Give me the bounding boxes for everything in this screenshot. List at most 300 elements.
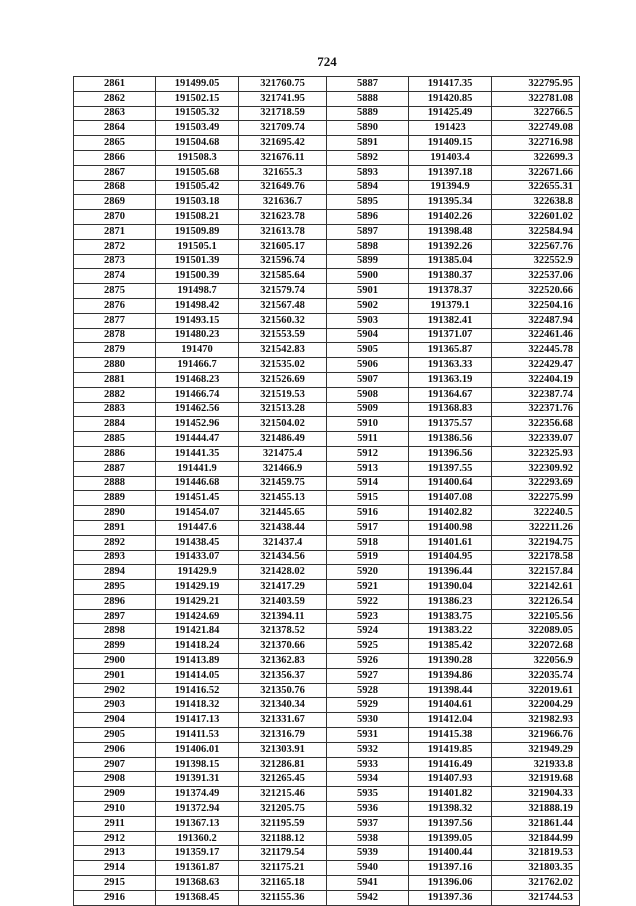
y-coordinate-right-cell: 322072.68: [492, 639, 580, 654]
y-coordinate-right-cell: 322293.69: [492, 476, 580, 491]
x-coordinate-left-cell: 191429.21: [156, 594, 239, 609]
y-coordinate-right-cell: 321888.19: [492, 802, 580, 817]
point-number-right-cell: 5896: [327, 210, 409, 225]
point-number-left-cell: 2885: [74, 432, 156, 447]
y-coordinate-left-cell: 321486.49: [239, 432, 327, 447]
y-coordinate-left-cell: 321331.67: [239, 713, 327, 728]
point-number-left-cell: 2863: [74, 106, 156, 121]
point-number-right-cell: 5912: [327, 446, 409, 461]
y-coordinate-left-cell: 321340.34: [239, 698, 327, 713]
x-coordinate-left-cell: 191433.07: [156, 550, 239, 565]
x-coordinate-right-cell: 191400.98: [409, 520, 492, 535]
point-number-right-cell: 5907: [327, 372, 409, 387]
point-number-right-cell: 5928: [327, 683, 409, 698]
point-number-right-cell: 5903: [327, 313, 409, 328]
x-coordinate-right-cell: 191399.05: [409, 831, 492, 846]
y-coordinate-right-cell: 322716.98: [492, 136, 580, 151]
point-number-left-cell: 2870: [74, 210, 156, 225]
point-number-right-cell: 5940: [327, 861, 409, 876]
y-coordinate-right-cell: 322178.58: [492, 550, 580, 565]
point-number-left-cell: 2861: [74, 77, 156, 92]
table-row: [74, 254, 580, 269]
table-row: [74, 432, 580, 447]
x-coordinate-right-cell: 191386.56: [409, 432, 492, 447]
y-coordinate-right-cell: 321744.53: [492, 890, 580, 905]
x-coordinate-left-cell: 191417.13: [156, 713, 239, 728]
x-coordinate-left-cell: 191429.9: [156, 565, 239, 580]
y-coordinate-left-cell: 321741.95: [239, 91, 327, 106]
x-coordinate-right-cell: 191402.26: [409, 210, 492, 225]
y-coordinate-right-cell: 321819.53: [492, 846, 580, 861]
x-coordinate-left-cell: 191508.3: [156, 150, 239, 165]
x-coordinate-left-cell: 191418.32: [156, 698, 239, 713]
point-number-right-cell: 5918: [327, 535, 409, 550]
y-coordinate-right-cell: 322766.5: [492, 106, 580, 121]
x-coordinate-left-cell: 191421.84: [156, 624, 239, 639]
y-coordinate-left-cell: 321403.59: [239, 594, 327, 609]
table-row: [74, 298, 580, 313]
y-coordinate-right-cell: 322445.78: [492, 343, 580, 358]
y-coordinate-left-cell: 321709.74: [239, 121, 327, 136]
y-coordinate-right-cell: 322749.08: [492, 121, 580, 136]
table-row: [74, 639, 580, 654]
table-row: [74, 269, 580, 284]
y-coordinate-left-cell: 321623.78: [239, 210, 327, 225]
x-coordinate-right-cell: 191394.86: [409, 668, 492, 683]
y-coordinate-right-cell: 322429.47: [492, 358, 580, 373]
x-coordinate-right-cell: 191378.37: [409, 284, 492, 299]
y-coordinate-right-cell: 322157.84: [492, 565, 580, 580]
y-coordinate-right-cell: 322275.99: [492, 491, 580, 506]
point-number-left-cell: 2866: [74, 150, 156, 165]
x-coordinate-left-cell: 191368.63: [156, 876, 239, 891]
x-coordinate-right-cell: 191363.33: [409, 358, 492, 373]
y-coordinate-right-cell: 322211.26: [492, 520, 580, 535]
table-row: [74, 402, 580, 417]
point-number-right-cell: 5905: [327, 343, 409, 358]
point-number-left-cell: 2881: [74, 372, 156, 387]
y-coordinate-left-cell: 321445.65: [239, 506, 327, 521]
y-coordinate-left-cell: 321394.11: [239, 609, 327, 624]
x-coordinate-right-cell: 191397.56: [409, 816, 492, 831]
table-row: [74, 121, 580, 136]
point-number-left-cell: 2864: [74, 121, 156, 136]
point-number-right-cell: 5930: [327, 713, 409, 728]
x-coordinate-left-cell: 191505.32: [156, 106, 239, 121]
y-coordinate-left-cell: 321636.7: [239, 195, 327, 210]
y-coordinate-left-cell: 321466.9: [239, 461, 327, 476]
x-coordinate-right-cell: 191385.42: [409, 639, 492, 654]
x-coordinate-right-cell: 191403.4: [409, 150, 492, 165]
point-number-left-cell: 2903: [74, 698, 156, 713]
y-coordinate-right-cell: 322404.19: [492, 372, 580, 387]
x-coordinate-left-cell: 191452.96: [156, 417, 239, 432]
x-coordinate-left-cell: 191508.21: [156, 210, 239, 225]
x-coordinate-left-cell: 191466.7: [156, 358, 239, 373]
x-coordinate-right-cell: 191383.75: [409, 609, 492, 624]
y-coordinate-left-cell: 321316.79: [239, 728, 327, 743]
y-coordinate-right-cell: 322461.46: [492, 328, 580, 343]
x-coordinate-left-cell: 191438.45: [156, 535, 239, 550]
y-coordinate-left-cell: 321513.28: [239, 402, 327, 417]
y-coordinate-right-cell: 321803.35: [492, 861, 580, 876]
point-number-left-cell: 2882: [74, 387, 156, 402]
point-number-left-cell: 2899: [74, 639, 156, 654]
y-coordinate-left-cell: 321519.53: [239, 387, 327, 402]
point-number-left-cell: 2872: [74, 239, 156, 254]
x-coordinate-right-cell: 191417.35: [409, 77, 492, 92]
point-number-right-cell: 5910: [327, 417, 409, 432]
x-coordinate-right-cell: 191420.85: [409, 91, 492, 106]
y-coordinate-left-cell: 321560.32: [239, 313, 327, 328]
table-row: [74, 668, 580, 683]
table-row: [74, 742, 580, 757]
point-number-left-cell: 2912: [74, 831, 156, 846]
x-coordinate-right-cell: 191402.82: [409, 506, 492, 521]
x-coordinate-right-cell: 191407.08: [409, 491, 492, 506]
point-number-right-cell: 5936: [327, 802, 409, 817]
point-number-right-cell: 5926: [327, 654, 409, 669]
y-coordinate-left-cell: 321428.02: [239, 565, 327, 580]
x-coordinate-right-cell: 191396.44: [409, 565, 492, 580]
table-row: [74, 91, 580, 106]
x-coordinate-left-cell: 191502.15: [156, 91, 239, 106]
y-coordinate-left-cell: 321649.76: [239, 180, 327, 195]
point-number-left-cell: 2884: [74, 417, 156, 432]
y-coordinate-left-cell: 321613.78: [239, 224, 327, 239]
table-row: [74, 728, 580, 743]
coordinates-table-body: [74, 77, 580, 906]
x-coordinate-right-cell: 191396.56: [409, 446, 492, 461]
point-number-right-cell: 5901: [327, 284, 409, 299]
point-number-right-cell: 5927: [327, 668, 409, 683]
x-coordinate-left-cell: 191499.05: [156, 77, 239, 92]
point-number-left-cell: 2914: [74, 861, 156, 876]
x-coordinate-right-cell: 191423: [409, 121, 492, 136]
x-coordinate-right-cell: 191397.55: [409, 461, 492, 476]
x-coordinate-right-cell: 191364.67: [409, 387, 492, 402]
table-row: [74, 106, 580, 121]
point-number-right-cell: 5908: [327, 387, 409, 402]
point-number-left-cell: 2896: [74, 594, 156, 609]
x-coordinate-left-cell: 191503.49: [156, 121, 239, 136]
y-coordinate-left-cell: 321434.56: [239, 550, 327, 565]
table-row: [74, 831, 580, 846]
x-coordinate-right-cell: 191398.44: [409, 683, 492, 698]
x-coordinate-left-cell: 191500.39: [156, 269, 239, 284]
point-number-right-cell: 5939: [327, 846, 409, 861]
point-number-left-cell: 2890: [74, 506, 156, 521]
y-coordinate-left-cell: 321455.13: [239, 491, 327, 506]
point-number-right-cell: 5898: [327, 239, 409, 254]
y-coordinate-right-cell: 321904.33: [492, 787, 580, 802]
point-number-right-cell: 5923: [327, 609, 409, 624]
y-coordinate-left-cell: 321265.45: [239, 772, 327, 787]
x-coordinate-right-cell: 191390.28: [409, 654, 492, 669]
y-coordinate-right-cell: 322781.08: [492, 91, 580, 106]
point-number-left-cell: 2888: [74, 476, 156, 491]
point-number-left-cell: 2902: [74, 683, 156, 698]
x-coordinate-left-cell: 191462.56: [156, 402, 239, 417]
x-coordinate-left-cell: 191466.74: [156, 387, 239, 402]
point-number-left-cell: 2913: [74, 846, 156, 861]
y-coordinate-left-cell: 321165.18: [239, 876, 327, 891]
y-coordinate-right-cell: 322142.61: [492, 580, 580, 595]
y-coordinate-left-cell: 321596.74: [239, 254, 327, 269]
y-coordinate-left-cell: 321579.74: [239, 284, 327, 299]
y-coordinate-right-cell: 322504.16: [492, 298, 580, 313]
x-coordinate-left-cell: 191498.42: [156, 298, 239, 313]
point-number-left-cell: 2862: [74, 91, 156, 106]
point-number-right-cell: 5899: [327, 254, 409, 269]
point-number-left-cell: 2875: [74, 284, 156, 299]
table-row: [74, 328, 580, 343]
y-coordinate-right-cell: 322567.76: [492, 239, 580, 254]
y-coordinate-left-cell: 321438.44: [239, 520, 327, 535]
x-coordinate-left-cell: 191498.7: [156, 284, 239, 299]
table-row: [74, 417, 580, 432]
point-number-right-cell: 5887: [327, 77, 409, 92]
point-number-left-cell: 2893: [74, 550, 156, 565]
y-coordinate-right-cell: 322035.74: [492, 668, 580, 683]
y-coordinate-right-cell: 322105.56: [492, 609, 580, 624]
y-coordinate-right-cell: 322056.9: [492, 654, 580, 669]
x-coordinate-left-cell: 191505.68: [156, 165, 239, 180]
y-coordinate-left-cell: 321378.52: [239, 624, 327, 639]
table-row: [74, 594, 580, 609]
x-coordinate-left-cell: 191454.07: [156, 506, 239, 521]
point-number-right-cell: 5938: [327, 831, 409, 846]
y-coordinate-right-cell: 321919.68: [492, 772, 580, 787]
x-coordinate-left-cell: 191470: [156, 343, 239, 358]
x-coordinate-left-cell: 191429.19: [156, 580, 239, 595]
y-coordinate-left-cell: 321585.64: [239, 269, 327, 284]
point-number-right-cell: 5914: [327, 476, 409, 491]
point-number-right-cell: 5913: [327, 461, 409, 476]
point-number-left-cell: 2909: [74, 787, 156, 802]
x-coordinate-left-cell: 191451.45: [156, 491, 239, 506]
table-row: [74, 550, 580, 565]
point-number-left-cell: 2876: [74, 298, 156, 313]
point-number-right-cell: 5890: [327, 121, 409, 136]
x-coordinate-right-cell: 191398.48: [409, 224, 492, 239]
point-number-left-cell: 2911: [74, 816, 156, 831]
x-coordinate-left-cell: 191367.13: [156, 816, 239, 831]
y-coordinate-left-cell: 321542.83: [239, 343, 327, 358]
x-coordinate-right-cell: 191371.07: [409, 328, 492, 343]
x-coordinate-right-cell: 191401.61: [409, 535, 492, 550]
point-number-left-cell: 2895: [74, 580, 156, 595]
y-coordinate-right-cell: 321844.99: [492, 831, 580, 846]
x-coordinate-right-cell: 191379.1: [409, 298, 492, 313]
table-row: [74, 195, 580, 210]
y-coordinate-right-cell: 322194.75: [492, 535, 580, 550]
y-coordinate-left-cell: 321695.42: [239, 136, 327, 151]
x-coordinate-left-cell: 191493.15: [156, 313, 239, 328]
y-coordinate-right-cell: 322655.31: [492, 180, 580, 195]
table-row: [74, 802, 580, 817]
point-number-right-cell: 5917: [327, 520, 409, 535]
y-coordinate-left-cell: 321370.66: [239, 639, 327, 654]
point-number-right-cell: 5931: [327, 728, 409, 743]
x-coordinate-left-cell: 191416.52: [156, 683, 239, 698]
y-coordinate-right-cell: 321933.8: [492, 757, 580, 772]
y-coordinate-right-cell: 322387.74: [492, 387, 580, 402]
y-coordinate-right-cell: 321762.02: [492, 876, 580, 891]
x-coordinate-left-cell: 191368.45: [156, 890, 239, 905]
point-number-right-cell: 5902: [327, 298, 409, 313]
table-row: [74, 876, 580, 891]
y-coordinate-right-cell: 322339.07: [492, 432, 580, 447]
y-coordinate-left-cell: 321175.21: [239, 861, 327, 876]
point-number-right-cell: 5889: [327, 106, 409, 121]
point-number-left-cell: 2906: [74, 742, 156, 757]
y-coordinate-left-cell: 321535.02: [239, 358, 327, 373]
table-row: [74, 698, 580, 713]
table-row: [74, 446, 580, 461]
x-coordinate-right-cell: 191394.9: [409, 180, 492, 195]
point-number-right-cell: 5906: [327, 358, 409, 373]
y-coordinate-right-cell: 322601.02: [492, 210, 580, 225]
table-row: [74, 180, 580, 195]
y-coordinate-right-cell: 322795.95: [492, 77, 580, 92]
y-coordinate-left-cell: 321437.4: [239, 535, 327, 550]
y-coordinate-left-cell: 321760.75: [239, 77, 327, 92]
point-number-left-cell: 2901: [74, 668, 156, 683]
x-coordinate-right-cell: 191400.64: [409, 476, 492, 491]
x-coordinate-right-cell: 191397.16: [409, 861, 492, 876]
point-number-left-cell: 2883: [74, 402, 156, 417]
table-row: [74, 624, 580, 639]
table-row: [74, 284, 580, 299]
point-number-right-cell: 5909: [327, 402, 409, 417]
point-number-left-cell: 2891: [74, 520, 156, 535]
point-number-right-cell: 5937: [327, 816, 409, 831]
x-coordinate-right-cell: 191416.49: [409, 757, 492, 772]
y-coordinate-left-cell: 321567.48: [239, 298, 327, 313]
y-coordinate-left-cell: 321676.11: [239, 150, 327, 165]
x-coordinate-right-cell: 191409.15: [409, 136, 492, 151]
table-row: [74, 372, 580, 387]
y-coordinate-right-cell: 322520.66: [492, 284, 580, 299]
table-row: [74, 787, 580, 802]
point-number-right-cell: 5888: [327, 91, 409, 106]
x-coordinate-left-cell: 191424.69: [156, 609, 239, 624]
x-coordinate-left-cell: 191505.42: [156, 180, 239, 195]
table-row: [74, 713, 580, 728]
point-number-right-cell: 5924: [327, 624, 409, 639]
point-number-left-cell: 2868: [74, 180, 156, 195]
point-number-left-cell: 2878: [74, 328, 156, 343]
point-number-left-cell: 2908: [74, 772, 156, 787]
point-number-right-cell: 5894: [327, 180, 409, 195]
x-coordinate-right-cell: 191395.34: [409, 195, 492, 210]
y-coordinate-left-cell: 321526.69: [239, 372, 327, 387]
x-coordinate-right-cell: 191404.95: [409, 550, 492, 565]
point-number-right-cell: 5900: [327, 269, 409, 284]
x-coordinate-right-cell: 191401.82: [409, 787, 492, 802]
point-number-right-cell: 5891: [327, 136, 409, 151]
x-coordinate-left-cell: 191447.6: [156, 520, 239, 535]
point-number-left-cell: 2871: [74, 224, 156, 239]
table-row: [74, 77, 580, 92]
y-coordinate-left-cell: 321655.3: [239, 165, 327, 180]
point-number-right-cell: 5922: [327, 594, 409, 609]
point-number-right-cell: 5935: [327, 787, 409, 802]
y-coordinate-right-cell: 321982.93: [492, 713, 580, 728]
x-coordinate-left-cell: 191391.31: [156, 772, 239, 787]
point-number-right-cell: 5916: [327, 506, 409, 521]
x-coordinate-right-cell: 191412.04: [409, 713, 492, 728]
table-row: [74, 846, 580, 861]
point-number-left-cell: 2887: [74, 461, 156, 476]
x-coordinate-right-cell: 191397.36: [409, 890, 492, 905]
x-coordinate-right-cell: 191363.19: [409, 372, 492, 387]
table-row: [74, 476, 580, 491]
x-coordinate-right-cell: 191407.93: [409, 772, 492, 787]
x-coordinate-right-cell: 191392.26: [409, 239, 492, 254]
x-coordinate-right-cell: 191386.23: [409, 594, 492, 609]
table-row: [74, 520, 580, 535]
y-coordinate-left-cell: 321215.46: [239, 787, 327, 802]
table-row: [74, 535, 580, 550]
point-number-right-cell: 5925: [327, 639, 409, 654]
x-coordinate-right-cell: 191425.49: [409, 106, 492, 121]
table-row: [74, 239, 580, 254]
x-coordinate-right-cell: 191390.04: [409, 580, 492, 595]
table-row: [74, 210, 580, 225]
x-coordinate-left-cell: 191501.39: [156, 254, 239, 269]
x-coordinate-right-cell: 191396.06: [409, 876, 492, 891]
x-coordinate-left-cell: 191444.47: [156, 432, 239, 447]
y-coordinate-left-cell: 321179.54: [239, 846, 327, 861]
table-row: [74, 757, 580, 772]
point-number-right-cell: 5895: [327, 195, 409, 210]
table-row: [74, 150, 580, 165]
point-number-right-cell: 5933: [327, 757, 409, 772]
y-coordinate-right-cell: 322487.94: [492, 313, 580, 328]
point-number-right-cell: 5897: [327, 224, 409, 239]
table-row: [74, 136, 580, 151]
x-coordinate-left-cell: 191360.2: [156, 831, 239, 846]
y-coordinate-right-cell: 322638.8: [492, 195, 580, 210]
y-coordinate-left-cell: 321356.37: [239, 668, 327, 683]
point-number-left-cell: 2865: [74, 136, 156, 151]
point-number-right-cell: 5934: [327, 772, 409, 787]
y-coordinate-right-cell: 322240.5: [492, 506, 580, 521]
y-coordinate-right-cell: 321949.29: [492, 742, 580, 757]
table-row: [74, 609, 580, 624]
y-coordinate-left-cell: 321350.76: [239, 683, 327, 698]
point-number-left-cell: 2897: [74, 609, 156, 624]
point-number-left-cell: 2880: [74, 358, 156, 373]
x-coordinate-right-cell: 191365.87: [409, 343, 492, 358]
x-coordinate-left-cell: 191398.15: [156, 757, 239, 772]
point-number-left-cell: 2905: [74, 728, 156, 743]
point-number-right-cell: 5942: [327, 890, 409, 905]
y-coordinate-right-cell: 322089.05: [492, 624, 580, 639]
y-coordinate-right-cell: 322004.29: [492, 698, 580, 713]
x-coordinate-left-cell: 191441.35: [156, 446, 239, 461]
x-coordinate-right-cell: 191398.32: [409, 802, 492, 817]
y-coordinate-right-cell: 322019.61: [492, 683, 580, 698]
y-coordinate-left-cell: 321195.59: [239, 816, 327, 831]
table-row: [74, 343, 580, 358]
y-coordinate-right-cell: 322537.06: [492, 269, 580, 284]
point-number-left-cell: 2900: [74, 654, 156, 669]
y-coordinate-left-cell: 321303.91: [239, 742, 327, 757]
y-coordinate-left-cell: 321459.75: [239, 476, 327, 491]
